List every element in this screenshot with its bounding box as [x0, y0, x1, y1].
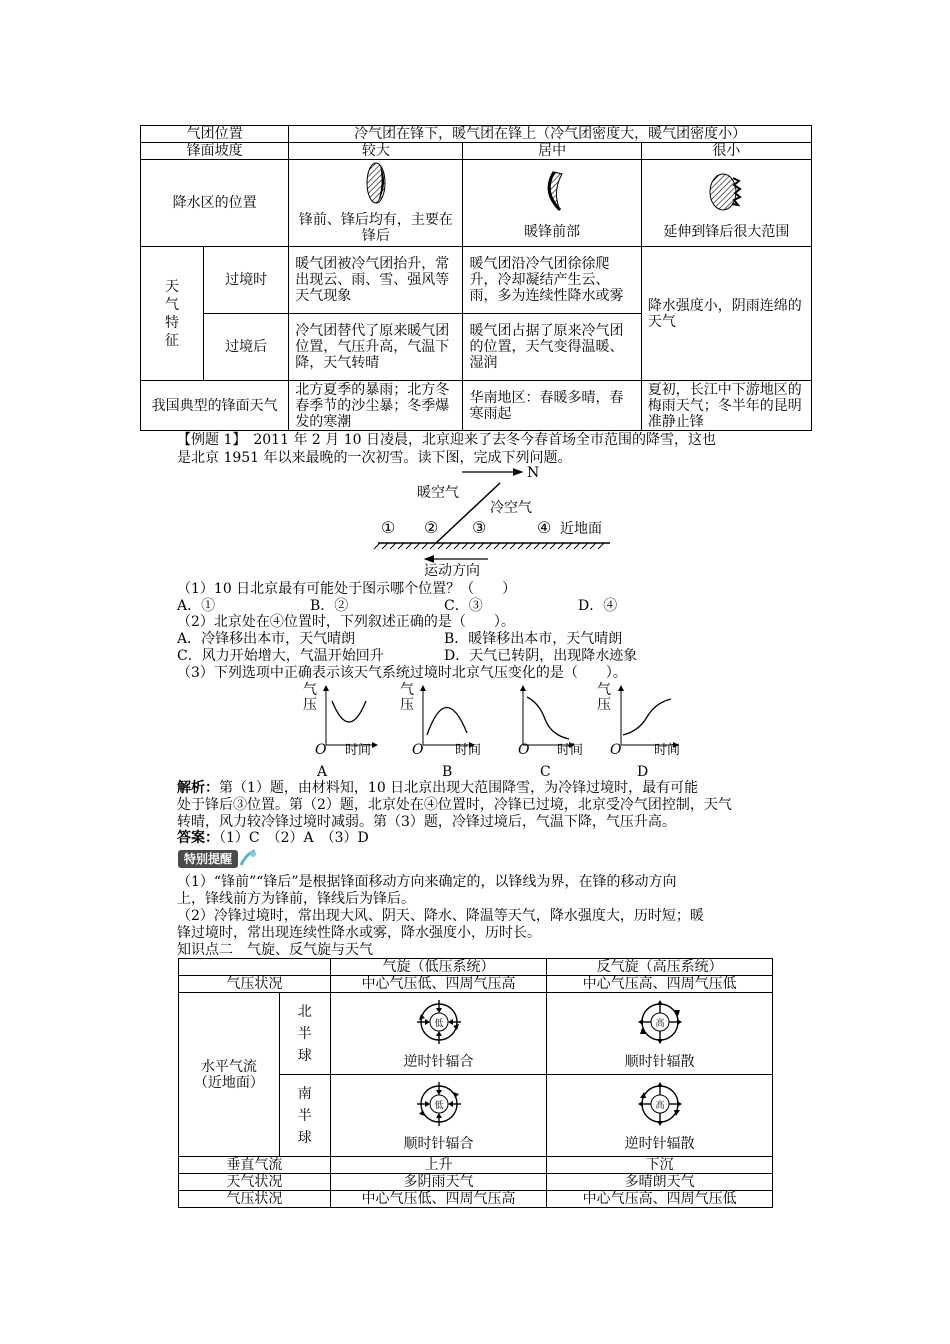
pressure2-cyclone: 中心气压低、四周气压高	[330, 1191, 547, 1208]
ground-hatching	[374, 543, 604, 549]
nh-cyclone-cell	[330, 993, 547, 1075]
q2-option-a: A．冷锋移出本市，天气晴朗	[177, 631, 356, 647]
after-cold: 冷气团替代了原来暖气团位置，气压升高，气温下降，天气转晴	[289, 314, 463, 381]
slope-stationary: 很小	[641, 143, 811, 160]
sh-low-mark: 低	[434, 1100, 444, 1111]
weather-cyclone: 多阴雨天气	[330, 1174, 547, 1191]
passing-warm: 暖气团沿冷气团徐徐爬升，冷却凝结产生云、雨，多为连续性降水或雾	[463, 247, 641, 314]
slope-cold: 较大	[289, 143, 463, 160]
sh-ccw-divergence-icon	[630, 1080, 690, 1132]
north-label: N	[527, 465, 540, 481]
northern-hemisphere-label: 北 半 球	[279, 993, 330, 1075]
sh-cyclone-cell	[330, 1075, 547, 1157]
horizontal-flow-label-2: （近地面）	[193, 1074, 264, 1091]
answer-line	[177, 830, 369, 846]
cold-air-label: 冷空气	[490, 500, 532, 516]
chart-a-ylabel-2: 压	[303, 697, 317, 713]
warm-front-precip-icon	[532, 168, 572, 214]
position-1: ①	[381, 518, 396, 537]
chart-c-xlabel: 时间	[557, 743, 584, 758]
precip-warm-text: 暖锋前部	[524, 224, 581, 240]
reminder-line-3: （2）冷锋过境时，常出现大风、阴天、降水、降温等天气，降水强度大，历时短；暖	[177, 908, 704, 924]
vertical-anticyclone: 下沉	[547, 1157, 773, 1174]
reminder-line-4: 锋过境时，常出现连续性降水或雾，降水强度小，历时长。	[177, 925, 541, 941]
row-passing-label: 过境时	[204, 247, 289, 314]
southern-hemisphere-label: 南 半 球	[279, 1075, 330, 1157]
cyclone-table	[178, 958, 773, 1208]
position-4: ④	[537, 518, 552, 537]
typical-stationary: 夏初，长江中下游地区的梅雨天气；冬半年的昆明准静止锋	[641, 381, 811, 431]
chart-c-origin: O	[518, 742, 530, 758]
front-comparison-table	[140, 125, 812, 431]
q1-option-d: D．④	[578, 598, 618, 614]
sh-anticyclone-cell	[547, 1075, 773, 1157]
chart-c-letter: C	[540, 764, 551, 780]
precip-warm-cell	[463, 160, 641, 247]
slope-warm: 居中	[463, 143, 641, 160]
nh-high-mark: 高	[655, 1018, 665, 1029]
weather-anticyclone: 多晴朗天气	[547, 1174, 773, 1191]
precip-cold-cell	[289, 160, 463, 247]
chart-d-ylabel-2: 压	[597, 697, 611, 713]
analysis-line-2: 处于锋后③位置。第（2）题，北京处在④位置时，冷锋已过境，北京受冷气团控制，天气	[177, 797, 732, 813]
nh-low-mark: 低	[434, 1018, 444, 1029]
cold-front-precip-icon	[356, 160, 396, 206]
passing-cold: 暖气团被冷气团抬升，常出现云、雨、雪、强风等天气现象	[289, 247, 463, 314]
answer-label: 答案：	[177, 830, 219, 846]
chart-d-letter: D	[637, 764, 649, 780]
row-vertical-label: 垂直气流	[179, 1157, 331, 1174]
ground-label: 近地面	[560, 521, 602, 537]
chart-a-ylabel-1: 气	[303, 682, 317, 698]
pressure2-anticyclone: 中心气压高、四周气压低	[547, 1191, 773, 1208]
answer-text: （1）C （2）A （3）D	[219, 830, 369, 846]
chart-d-xlabel: 时间	[654, 743, 681, 758]
q2-option-c: C．风力开始增大，气温开始回升	[177, 648, 384, 664]
row-after-label: 过境后	[204, 314, 289, 381]
question-1: （1）10 日北京最有可能处于图示哪个位置？（ ）	[177, 581, 517, 597]
row-pressure-label: 气压状况	[179, 976, 331, 993]
precip-cold-text: 锋前、锋后均有，主要在锋后	[298, 212, 453, 244]
question-2: （2）北京处在④位置时，下列叙述正确的是（ ）。	[177, 614, 515, 630]
nh-anticyclone-cell	[547, 993, 773, 1075]
nh-ccw-convergence-icon	[409, 998, 469, 1050]
analysis-line-3: 转晴，风力较冷锋过境时减弱。第（3）题，冷锋过境后，气温下降，气压升高。	[177, 814, 676, 830]
header-cyclone: 气旋（低压系统）	[330, 959, 547, 976]
position-2: ②	[424, 518, 439, 537]
header-empty	[179, 959, 331, 976]
chart-b-ylabel-1: 气	[400, 682, 414, 698]
q1-option-a: A．①	[177, 598, 216, 614]
analysis-line-1	[177, 780, 698, 796]
sh-high-mark: 高	[655, 1100, 665, 1111]
passing-stationary: 降水强度小，阴雨连绵的天气	[641, 247, 811, 381]
example-line-2: 是北京 1951 年以来最晚的一次初雪。读下图，完成下列问题。	[177, 450, 572, 466]
q2-option-b: B．暖锋移出本市，天气晴朗	[444, 631, 623, 647]
row-precip-label: 降水区的位置	[141, 160, 289, 247]
chart-b-xlabel: 时间	[455, 743, 482, 758]
header-anticyclone: 反气旋（高压系统）	[547, 959, 773, 976]
chart-a-origin: O	[315, 742, 327, 758]
reminder-line-2: 上，锋线前方为锋前，锋线后为锋后。	[177, 891, 415, 907]
special-reminder-badge: 特别提醒	[178, 850, 238, 868]
section-2-title: 知识点二 气旋、反气旋与天气	[177, 942, 373, 958]
nh-cw-divergence-icon	[630, 998, 690, 1050]
chart-b-origin: O	[412, 742, 424, 758]
analysis-label: 解析：	[177, 780, 219, 796]
analysis-text-1: 第（1）题，由材料知，10 日北京出现大范围降雪，为冷锋过境时，最有可能	[219, 780, 699, 796]
chart-b-letter: B	[442, 764, 453, 780]
chart-b-ylabel-2: 压	[400, 697, 414, 713]
weather-feature-label: 天 气 特 征	[141, 247, 204, 381]
row-air-mass-value: 冷气团在锋下，暖气团在锋上（冷气团密度大，暖气团密度小）	[289, 126, 812, 143]
horizontal-flow-label	[179, 993, 280, 1157]
row-slope-label: 锋面坡度	[141, 143, 289, 160]
sparkle-icon	[237, 847, 259, 869]
pressure-cyclone: 中心气压低、四周气压高	[330, 976, 547, 993]
warm-air-label: 暖空气	[417, 485, 459, 501]
sh-cw-convergence-icon	[409, 1080, 469, 1132]
q1-option-c: C．③	[444, 598, 483, 614]
motion-label: 运动方向	[424, 563, 480, 579]
row-pressure2-label: 气压状况	[179, 1191, 331, 1208]
row-air-mass-label: 气团位置	[141, 126, 289, 143]
example-line-1: 【例题 1】 2011 年 2 月 10 日凌晨，北京迎来了去冬今春首场全市范围的降雪，这也	[177, 432, 716, 448]
typical-cold: 北方夏季的暴雨；北方冬春季节的沙尘暴；冬季爆发的寒潮	[289, 381, 463, 431]
chart-a-letter: A	[317, 764, 328, 780]
vertical-cyclone: 上升	[330, 1157, 547, 1174]
chart-d-origin: O	[610, 742, 622, 758]
precip-stationary-text: 延伸到锋后很大范围	[663, 224, 790, 240]
row-typical-label: 我国典型的锋面天气	[141, 381, 289, 431]
q2-option-d: D．天气已转阴，出现降水迹象	[444, 648, 638, 664]
after-warm: 暖气团占据了原来冷气团的位置，天气变得温暖、湿润	[463, 314, 641, 381]
question-3: （3）下列选项中正确表示该天气系统过境时北京气压变化的是（ ）。	[177, 665, 627, 681]
typical-warm: 华南地区：春暖多晴，春寒雨起	[463, 381, 641, 431]
row-weather-label: 天气状况	[179, 1174, 331, 1191]
horizontal-flow-label-1: 水平气流	[200, 1058, 257, 1075]
stationary-front-precip-icon	[703, 168, 749, 214]
chart-a-xlabel: 时间	[345, 743, 372, 758]
pressure-anticyclone: 中心气压高、四周气压低	[547, 976, 773, 993]
nh-cyclone-text: 逆时针辐合	[403, 1053, 474, 1070]
sh-anticyclone-text: 逆时针辐散	[624, 1135, 695, 1152]
chart-d-ylabel-1: 气	[597, 682, 611, 698]
sh-cyclone-text: 顺时针辐合	[403, 1135, 474, 1152]
q1-option-b: B．②	[310, 598, 349, 614]
nh-anticyclone-text: 顺时针辐散	[624, 1053, 695, 1070]
precip-stationary-cell	[641, 160, 811, 247]
reminder-line-1: （1）“锋前”“锋后”是根据锋面移动方向来确定的，以锋线为界，在锋的移动方向	[177, 874, 677, 890]
position-3: ③	[472, 518, 487, 537]
